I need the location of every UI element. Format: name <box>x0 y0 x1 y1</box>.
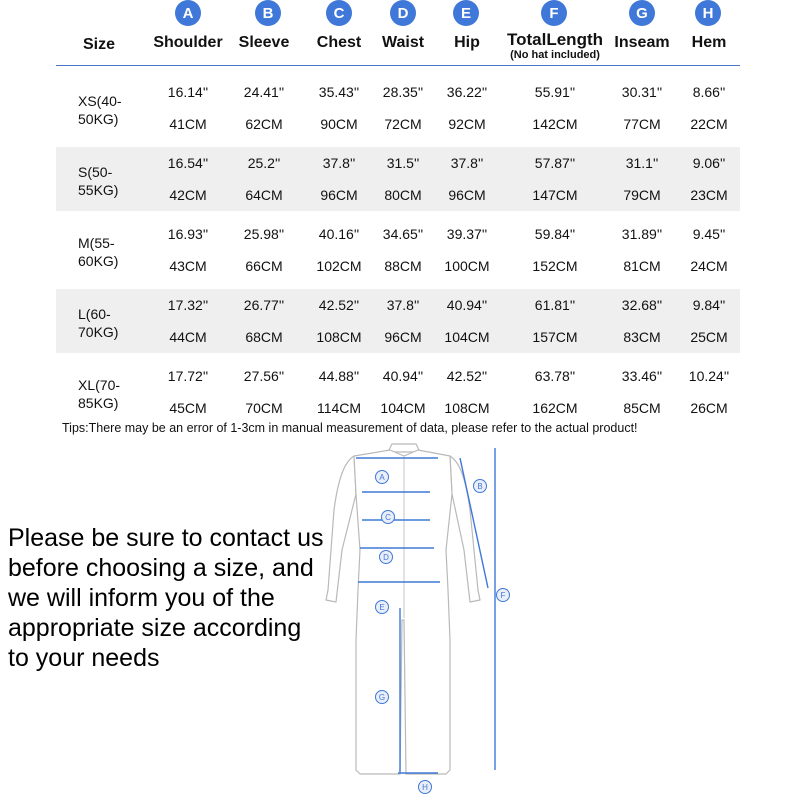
marker-label-a: A <box>379 473 385 482</box>
contact-note: Please be sure to contact us before choosing a size, and we will inform you of the appropriate size according to your needs <box>8 524 324 672</box>
col-title-hip: Hip <box>454 34 480 51</box>
cell-cm-sleeve: 70CM <box>245 400 283 416</box>
cell-cm-chest: 90CM <box>320 116 358 132</box>
cell-inch-sleeve: 26.77'' <box>243 297 285 313</box>
cell-inch-waist: 37.8'' <box>386 297 420 313</box>
cell-inch-hem: 10.24'' <box>688 368 730 384</box>
cell-cm-waist: 96CM <box>384 329 422 345</box>
col-title-sleeve: Sleeve <box>238 34 290 51</box>
cell-inch-chest: 37.8'' <box>322 155 356 171</box>
table-row <box>56 289 740 353</box>
cell-inch-total_length: 59.84'' <box>534 226 576 242</box>
marker-label-g: G <box>378 693 386 702</box>
cell-cm-sleeve: 66CM <box>245 258 283 274</box>
cell-inch-shoulder: 16.54'' <box>167 155 209 171</box>
marker-label-f: F <box>500 591 506 600</box>
cell-inch-total_length: 61.81'' <box>534 297 576 313</box>
cell-inch-sleeve: 27.56'' <box>243 368 285 384</box>
cell-cm-hip: 100CM <box>444 258 490 274</box>
cell-cm-hem: 22CM <box>690 116 728 132</box>
cell-inch-hip: 39.37'' <box>446 226 488 242</box>
marker-label-e: E <box>379 603 385 612</box>
table-row <box>56 218 740 282</box>
cell-inch-shoulder: 17.72'' <box>167 368 209 384</box>
cell-inch-sleeve: 25.2'' <box>247 155 281 171</box>
cell-cm-inseam: 79CM <box>623 187 661 203</box>
cell-inch-waist: 28.35'' <box>382 84 424 100</box>
cell-cm-hip: 96CM <box>448 187 486 203</box>
cell-cm-total_length: 157CM <box>532 329 578 345</box>
cell-cm-shoulder: 42CM <box>169 187 207 203</box>
col-title-hem: Hem <box>691 34 727 51</box>
cell-inch-inseam: 30.31'' <box>621 84 663 100</box>
cell-cm-waist: 104CM <box>380 400 426 416</box>
cell-cm-shoulder: 41CM <box>169 116 207 132</box>
size-label: L(60-70KG) <box>78 306 119 340</box>
cell-cm-hem: 26CM <box>690 400 728 416</box>
cell-cm-chest: 114CM <box>316 400 362 416</box>
size-label: M(55-60KG) <box>78 235 119 269</box>
cell-inch-chest: 40.16'' <box>318 226 360 242</box>
cell-cm-inseam: 83CM <box>623 329 661 345</box>
cell-cm-chest: 96CM <box>320 187 358 203</box>
header-divider <box>56 65 740 66</box>
jumpsuit-measurement-diagram <box>310 440 540 800</box>
col-letter-inseam: G <box>629 0 655 26</box>
cell-cm-total_length: 152CM <box>532 258 578 274</box>
cell-cm-waist: 72CM <box>384 116 422 132</box>
jumpsuit-outline <box>326 444 483 774</box>
cell-cm-hip: 92CM <box>448 116 486 132</box>
cell-cm-hem: 25CM <box>690 329 728 345</box>
cell-inch-hip: 40.94'' <box>446 297 488 313</box>
cell-cm-sleeve: 68CM <box>245 329 283 345</box>
cell-inch-hip: 37.8'' <box>450 155 484 171</box>
cell-inch-waist: 31.5'' <box>386 155 420 171</box>
cell-inch-shoulder: 17.32'' <box>167 297 209 313</box>
cell-cm-shoulder: 44CM <box>169 329 207 345</box>
cell-inch-hem: 9.06'' <box>692 155 726 171</box>
size-label: S(50-55KG) <box>78 164 119 198</box>
col-letter-total_length: F <box>541 0 567 26</box>
col-letter-hip: E <box>453 0 479 26</box>
cell-cm-shoulder: 43CM <box>169 258 207 274</box>
marker-label-c: C <box>385 513 391 522</box>
cell-cm-inseam: 77CM <box>623 116 661 132</box>
table-row <box>56 147 740 211</box>
cell-cm-chest: 102CM <box>316 258 362 274</box>
cell-inch-total_length: 55.91'' <box>534 84 576 100</box>
col-letter-sleeve: B <box>255 0 281 26</box>
size-label: XS(40-50KG) <box>78 93 122 127</box>
cell-inch-total_length: 63.78'' <box>534 368 576 384</box>
cell-inch-chest: 35.43'' <box>318 84 360 100</box>
cell-cm-inseam: 81CM <box>623 258 661 274</box>
cell-cm-hip: 108CM <box>444 400 490 416</box>
cell-cm-hip: 104CM <box>444 329 490 345</box>
col-subtitle-total_length: (No hat included) <box>510 49 600 61</box>
marker-label-d: D <box>383 553 389 562</box>
cell-cm-hem: 24CM <box>690 258 728 274</box>
cell-inch-waist: 40.94'' <box>382 368 424 384</box>
table-row <box>56 360 740 424</box>
cell-cm-inseam: 85CM <box>623 400 661 416</box>
col-title-chest: Chest <box>316 34 362 51</box>
marker-label-h: H <box>422 783 428 792</box>
cell-cm-hem: 23CM <box>690 187 728 203</box>
cell-inch-inseam: 31.1'' <box>625 155 659 171</box>
cell-inch-hip: 36.22'' <box>446 84 488 100</box>
measurement-tip: Tips:There may be an error of 1-3cm in manual measurement of data, please refer to the actual product! <box>62 421 638 435</box>
col-title-total_length: TotalLength <box>507 30 603 49</box>
col-letter-hem: H <box>695 0 721 26</box>
cell-inch-hip: 42.52'' <box>446 368 488 384</box>
cell-inch-inseam: 33.46'' <box>621 368 663 384</box>
cell-inch-shoulder: 16.14'' <box>167 84 209 100</box>
col-title-size: Size <box>82 36 116 53</box>
cell-cm-total_length: 162CM <box>532 400 578 416</box>
cell-cm-shoulder: 45CM <box>169 400 207 416</box>
cell-inch-hem: 9.84'' <box>692 297 726 313</box>
cell-cm-sleeve: 62CM <box>245 116 283 132</box>
cell-cm-waist: 88CM <box>384 258 422 274</box>
marker-label-b: B <box>477 482 483 491</box>
cell-inch-waist: 34.65'' <box>382 226 424 242</box>
cell-inch-total_length: 57.87'' <box>534 155 576 171</box>
cell-cm-total_length: 142CM <box>532 116 578 132</box>
cell-inch-hem: 9.45'' <box>692 226 726 242</box>
table-header <box>0 0 800 70</box>
cell-inch-inseam: 31.89'' <box>621 226 663 242</box>
cell-cm-total_length: 147CM <box>532 187 578 203</box>
cell-inch-chest: 44.88'' <box>318 368 360 384</box>
size-label: XL(70-85KG) <box>78 377 121 411</box>
col-title-inseam: Inseam <box>614 34 670 51</box>
cell-cm-chest: 108CM <box>316 329 362 345</box>
col-letter-shoulder: A <box>175 0 201 26</box>
cell-inch-sleeve: 25.98'' <box>243 226 285 242</box>
col-title-waist: Waist <box>381 34 425 51</box>
cell-inch-inseam: 32.68'' <box>621 297 663 313</box>
cell-inch-hem: 8.66'' <box>692 84 726 100</box>
col-title-shoulder: Shoulder <box>153 34 223 51</box>
col-letter-waist: D <box>390 0 416 26</box>
table-row <box>56 76 740 140</box>
cell-inch-chest: 42.52'' <box>318 297 360 313</box>
cell-inch-shoulder: 16.93'' <box>167 226 209 242</box>
cell-cm-waist: 80CM <box>384 187 422 203</box>
cell-inch-sleeve: 24.41'' <box>243 84 285 100</box>
col-letter-chest: C <box>326 0 352 26</box>
cell-cm-sleeve: 64CM <box>245 187 283 203</box>
